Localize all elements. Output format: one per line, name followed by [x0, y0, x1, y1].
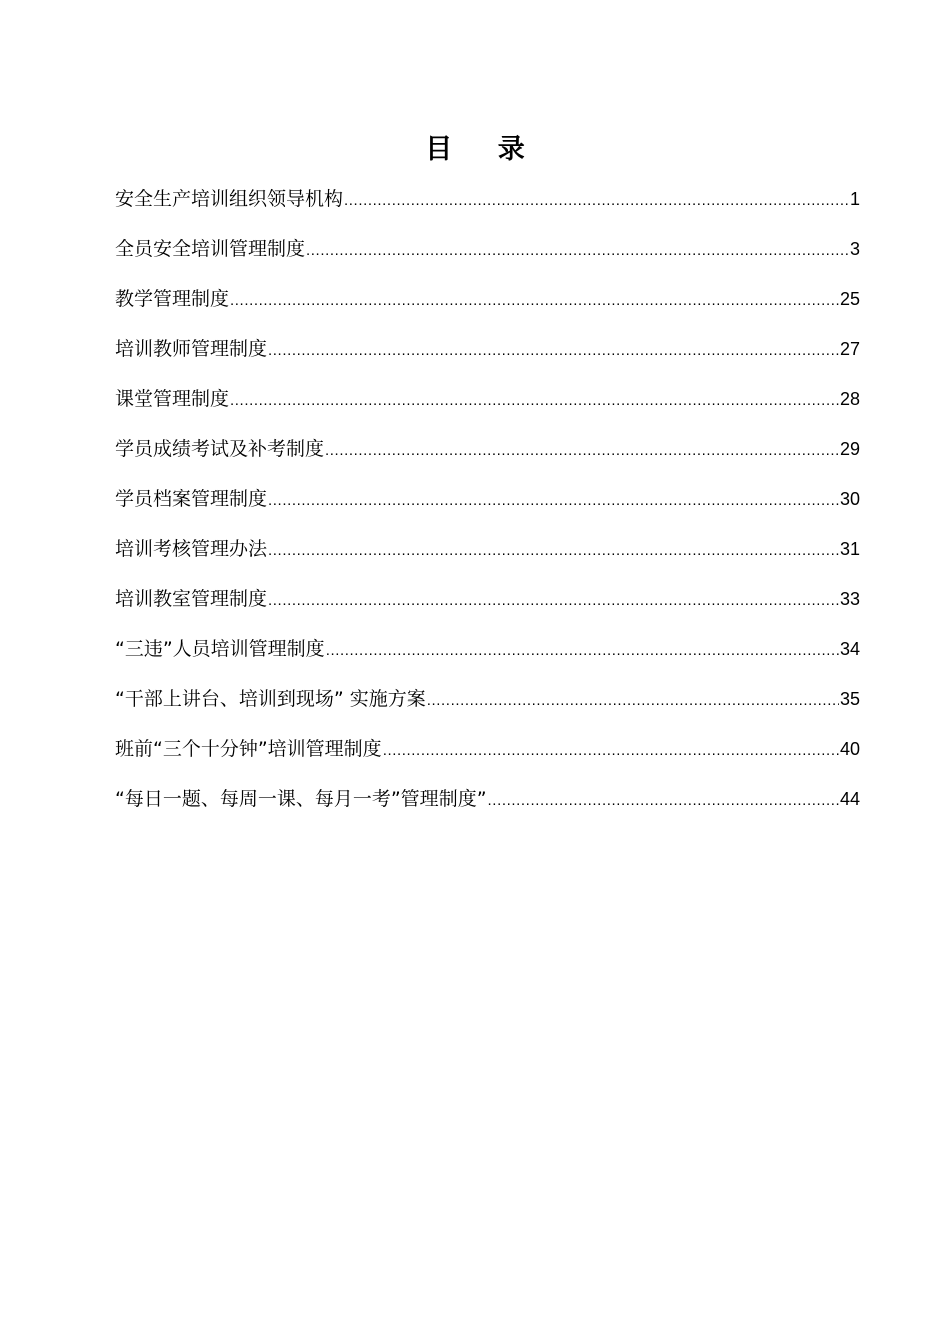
toc-entry-label: “干部上讲台、培训到现场” 实施方案 — [115, 688, 426, 710]
toc-entry-page-number: 44 — [839, 789, 860, 809]
toc-dot-leader — [230, 282, 839, 320]
toc-entry[interactable] — [115, 730, 860, 780]
toc-dot-leader — [344, 182, 849, 220]
toc-dot-leader — [268, 532, 839, 570]
toc-dot-leader — [383, 732, 839, 770]
toc-entry-label: 班前“三个十分钟”培训管理制度 — [115, 738, 382, 760]
toc-entry-page-number: 33 — [839, 589, 860, 609]
toc-entry-label: 课堂管理制度 — [115, 388, 230, 410]
toc-entry-page-number: 31 — [839, 539, 860, 559]
toc-entry[interactable] — [115, 230, 860, 280]
toc-dot-leader — [230, 382, 839, 420]
toc-entry-label: “三违”人员培训管理制度 — [115, 638, 325, 660]
toc-dot-leader — [427, 682, 839, 720]
toc-entry-page-number: 34 — [839, 639, 860, 659]
toc-entry[interactable] — [115, 630, 860, 680]
toc-entry-label: 培训教室管理制度 — [115, 588, 268, 610]
toc-entry-label: 全员安全培训管理制度 — [115, 238, 306, 260]
toc-entry-page-number: 40 — [839, 739, 860, 759]
toc-dot-leader — [326, 632, 839, 670]
toc-entry[interactable] — [115, 430, 860, 480]
toc-entry-page-number: 29 — [839, 439, 860, 459]
toc-dot-leader — [268, 482, 839, 520]
toc-entry[interactable] — [115, 280, 860, 330]
toc-entry-page-number: 25 — [839, 289, 860, 309]
toc-entry[interactable] — [115, 330, 860, 380]
toc-dot-leader — [325, 432, 839, 470]
toc-entry-page-number: 27 — [839, 339, 860, 359]
toc-entry-page-number: 1 — [849, 189, 860, 209]
toc-dot-leader — [488, 782, 839, 820]
toc-entry[interactable] — [115, 530, 860, 580]
toc-entry-label: 培训教师管理制度 — [115, 338, 268, 360]
toc-dot-leader — [268, 582, 839, 620]
toc-entry-label: “每日一题、每周一课、每月一考”管理制度” — [115, 788, 487, 810]
toc-entry[interactable] — [115, 480, 860, 530]
toc-entry[interactable] — [115, 580, 860, 630]
toc-entry-page-number: 30 — [839, 489, 860, 509]
toc-entry[interactable] — [115, 180, 860, 230]
toc-entry-page-number: 35 — [839, 689, 860, 709]
toc-entry-label: 培训考核管理办法 — [115, 538, 268, 560]
table-of-contents — [115, 180, 860, 830]
toc-entry-label: 学员档案管理制度 — [115, 488, 268, 510]
toc-entry-label: 安全生产培训组织领导机构 — [115, 188, 344, 210]
toc-entry[interactable] — [115, 780, 860, 830]
toc-entry-label: 教学管理制度 — [115, 288, 230, 310]
toc-entry-page-number: 28 — [839, 389, 860, 409]
toc-entry[interactable] — [115, 680, 860, 730]
toc-dot-leader — [306, 232, 849, 270]
toc-title: 目 录 — [425, 134, 543, 165]
toc-dot-leader — [268, 332, 839, 370]
toc-entry[interactable] — [115, 380, 860, 430]
toc-entry-label: 学员成绩考试及补考制度 — [115, 438, 325, 460]
toc-entry-page-number: 3 — [849, 239, 860, 259]
